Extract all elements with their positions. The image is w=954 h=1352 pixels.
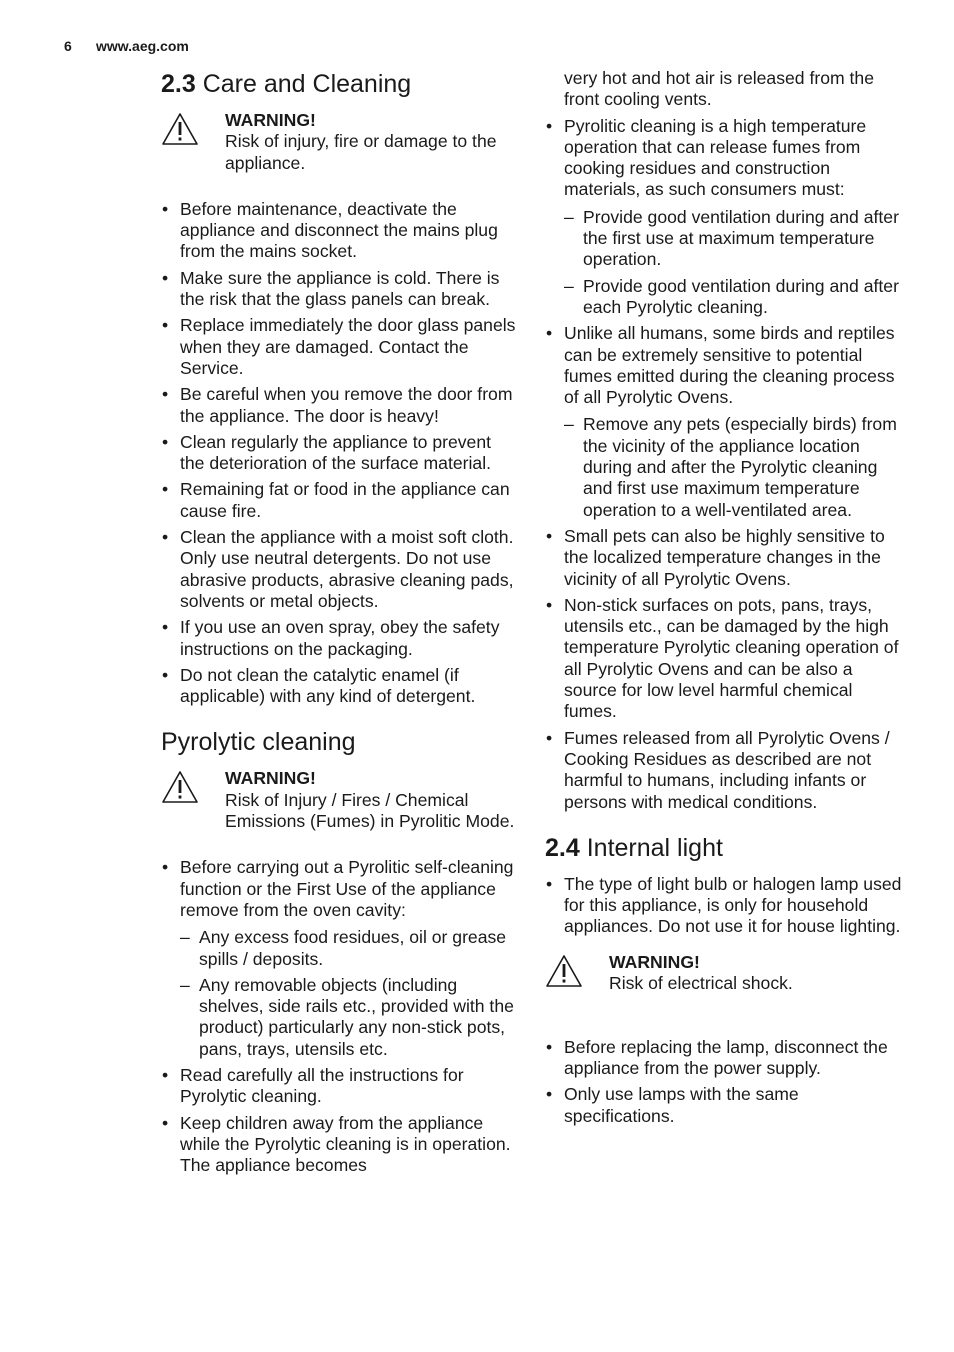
light-warning xyxy=(545,952,905,1012)
list-item: • Before carrying out a Pyrolitic self-cleaning function or the First Use of the appliance remove from the oven cavity: – Any excess food residues, oil or grease spills / deposits. – Any removable objects (including shelves, side rails etc., provided with the product) particularly any non-stick pots, pans, trays, utensils etc. xyxy=(161,857,516,1060)
warning-text: Risk of electrical shock. xyxy=(609,972,793,993)
list-item: • Do not clean the catalytic enamel (if applicable) with any kind of detergent. xyxy=(162,664,476,707)
sub-list xyxy=(564,414,905,520)
warning-text: Risk of injury, fire or damage to the appliance. xyxy=(225,131,497,173)
page-header xyxy=(64,38,189,54)
list-item: • Make sure the appliance is cold. There is the risk that the glass panels can break. xyxy=(162,267,500,310)
page-number: 6 xyxy=(64,38,72,54)
sub-list-item: – Provide good ventilation during and after each Pyrolytic cleaning. xyxy=(564,275,899,317)
warning-triangle-icon xyxy=(545,954,583,988)
list-item: • If you use an oven spray, obey the safety instructions on the packaging. xyxy=(162,617,500,659)
care-section-number: 2.3 xyxy=(161,70,196,98)
list-item: • Be careful when you remove the door from the appliance. The door is heavy! xyxy=(162,384,513,426)
warning-text: Risk of Injury / Fires / Chemical Emissions (Fumes) in Pyrolitic Mode. xyxy=(225,789,515,832)
list-item: • Remaining fat or food in the appliance can cause fire. xyxy=(162,479,510,521)
list-item-continuation: very hot and hot air is released from the front cooling vents. xyxy=(564,68,875,110)
sub-list xyxy=(180,927,516,1060)
warning-triangle-icon xyxy=(161,770,199,804)
light-heading xyxy=(545,832,905,864)
sub-list-item: – Any excess food residues, oil or grease spills / deposits. xyxy=(180,927,507,969)
light-section-number: 2.4 xyxy=(545,833,580,862)
list-item: • Pyrolitic cleaning is a high temperature operation that can release fumes from cooking residues and construction materials, as such consumers must: – Provide good ventilation during and after the first use at maximum temperature operation. – Provide good ventilation during and after each Pyrolytic cleaning. xyxy=(545,116,905,319)
list-item: • Keep children away from the appliance while the Pyrolytic cleaning is in operation. The appliance becomes xyxy=(162,1112,511,1176)
warning-title: WARNING! xyxy=(609,951,700,972)
light-list-top xyxy=(545,874,905,938)
list-item: • Only use lamps with the same specifications. xyxy=(546,1084,799,1126)
care-heading xyxy=(161,68,516,100)
sub-list-item: – Provide good ventilation during and after the first use at maximum temperature operation. xyxy=(564,206,899,270)
sub-list-item: – Remove any pets (especially birds) from the vicinity of the appliance location during and after the Pyrolytic cleaning and first use maximum temperature operation to a well-ventilated area. xyxy=(564,414,897,520)
care-section-title: Care and Cleaning xyxy=(202,70,412,98)
right-column xyxy=(545,68,905,1132)
care-list xyxy=(161,199,516,708)
list-item: • Clean the appliance with a moist soft cloth. Only use neutral detergents. Do not use abrasive products, abrasive cleaning pads, solvents or metal objects. xyxy=(162,527,514,611)
list-item: • Read carefully all the instructions for Pyrolytic cleaning. xyxy=(162,1064,464,1107)
pyro-warning xyxy=(161,768,516,832)
warning-triangle-icon xyxy=(161,112,199,146)
list-item: • Unlike all humans, some birds and reptiles can be extremely sensitive to potential fumes emitted during the cleaning process of all Pyrolytic Ovens. – Remove any pets (especially birds) from the vicinity of the appliance location during and after the Pyrolytic cleaning and first use maximum temperature operation to a well-ventilated area. xyxy=(545,323,905,521)
list-item: • Non-stick surfaces on pots, pans, trays, utensils etc., can be damaged by the high temperature Pyrolytic cleaning operation of all Pyrolytic Ovens and can be also a source for low level harmful chemical fumes. xyxy=(546,594,899,722)
pyro-heading: Pyrolytic cleaning xyxy=(161,728,356,757)
list-item: • Clean regularly the appliance to prevent the deterioration of the surface material. xyxy=(162,431,492,474)
warning-title: WARNING! xyxy=(225,768,316,789)
warning-title: WARNING! xyxy=(225,110,316,130)
pyro-list-left xyxy=(161,857,516,1176)
care-warning xyxy=(161,110,516,174)
list-item: • Fumes released from all Pyrolytic Ovens / Cooking Residues as described are not harmful to humans, including infants or persons with medical conditions. xyxy=(546,727,890,812)
pyro-list-right xyxy=(545,116,905,813)
sub-list-item: – Any removable objects (including shelves, side rails etc., provided with the product) particularly any non-stick pots, pans, trays, utensils etc. xyxy=(180,974,514,1059)
list-item: • Before replacing the lamp, disconnect the appliance from the power supply. xyxy=(546,1036,888,1078)
site-url: www.aeg.com xyxy=(96,38,189,54)
list-item: • Before maintenance, deactivate the appliance and disconnect the mains plug from the mains socket. xyxy=(162,198,498,262)
light-list xyxy=(545,1037,905,1127)
sub-list xyxy=(564,207,905,318)
light-section-title: Internal light xyxy=(586,833,723,862)
list-item: • Small pets can also be highly sensitive to the localized temperature changes in the vicinity of all Pyrolytic Ovens. xyxy=(546,525,885,589)
list-item: • Replace immediately the door glass panels when they are damaged. Contact the Service. xyxy=(162,315,516,378)
left-column xyxy=(161,68,516,1181)
list-item: • The type of light bulb or halogen lamp used for this appliance, is only for household appliances. Do not use it for house lighting. xyxy=(546,873,902,937)
